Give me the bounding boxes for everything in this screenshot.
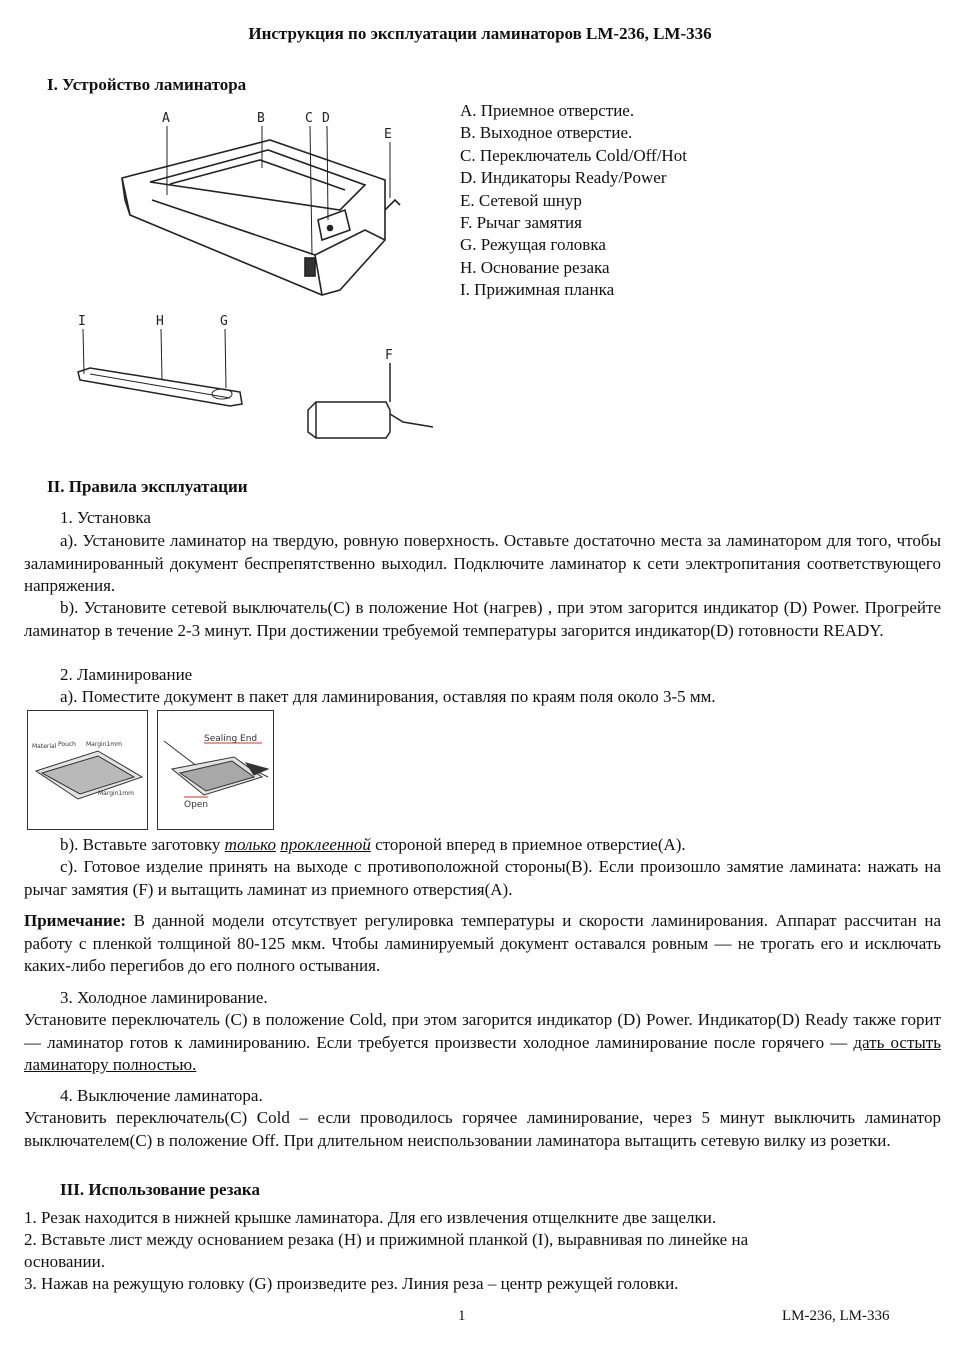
lam-b-text: b). Вставьте заготовку bbox=[60, 835, 225, 854]
pouch-label-open: Open bbox=[184, 800, 209, 810]
cutter-step-2: 2. Вставьте лист между основанием резака (H) и прижимной планкой (I), выравнивая по линейке на bbox=[24, 1230, 749, 1249]
lamination-step-b bbox=[60, 834, 686, 857]
legend-item: A. Приемное отверстие. bbox=[460, 101, 635, 120]
legend-item: G. Режущая головка bbox=[460, 235, 606, 255]
pouch-label-sealing-end: Sealing End bbox=[204, 734, 258, 744]
cutter-step-2-cont: основании. bbox=[24, 1252, 105, 1271]
figure-label-i: I bbox=[78, 314, 86, 329]
figure-label-d: D bbox=[322, 111, 330, 126]
figure-label-h: H bbox=[156, 314, 164, 329]
cutter-step-1: 1. Резак находится в нижней крышке ламинатора. Для его извлечения отщелкните две защелки. bbox=[24, 1208, 717, 1227]
note-text: В данной модели отсутствует регулировка температуры и скорости ламинирования. Аппарат рассчитан на работу с пленкой толщиной 80-125 мкм. Чтобы ламинируемый документ оставался ровным — не трогать его и исключать каких-либо перегибов до его полного остывания. bbox=[24, 911, 941, 975]
figure-label-a: A bbox=[162, 111, 170, 126]
pouch-figure-2 bbox=[157, 710, 274, 830]
lamination-step-c: c). Готовое изделие принять на выходе с противоположной стороны(B). Если произошло замятие ламината: нажать на рычаг замятия (F) и вытащить ламинат из приемного отверстия(A). bbox=[24, 857, 941, 899]
note-label: Примечание: bbox=[24, 911, 127, 930]
legend-item: F. Рычаг замятия bbox=[460, 213, 582, 233]
section-2-heading: II. Правила эксплуатации bbox=[47, 477, 248, 496]
cold-underlined: дать остыть ламинатору полностью. bbox=[24, 1032, 941, 1074]
lam-b-only: только bbox=[224, 835, 276, 854]
pouch-label-margin-top: Margin1mm bbox=[86, 741, 122, 748]
footer-model: LM-236, LM-336 bbox=[782, 1308, 890, 1324]
power-off-title: 4. Выключение ламинатора. bbox=[60, 1086, 263, 1105]
legend-item: E. Сетевой шнур bbox=[460, 190, 582, 210]
figure-label-e: E bbox=[384, 127, 392, 142]
legend-item: H. Основание резака bbox=[460, 257, 610, 277]
lamination-step-a: a). Поместите документ в пакет для ламинирования, оставляя по краям поля около 3-5 мм. bbox=[60, 687, 716, 706]
pouch-label-margin-bottom: Margin1mm bbox=[98, 790, 134, 797]
figure-label-g: G bbox=[220, 314, 228, 329]
legend-item: I. Прижимная планка bbox=[460, 280, 615, 300]
cutter-step-3: 3. Нажав на режущую головку (G) произведите рез. Линия реза – центр режущей головки. bbox=[24, 1274, 679, 1293]
cutter-illustration bbox=[70, 308, 260, 413]
parts-legend bbox=[460, 100, 687, 302]
lam-b-text-end: стороной вперед в приемное отверстие(A). bbox=[370, 835, 686, 854]
pouch-figure-1 bbox=[27, 710, 148, 830]
page-number: 1 bbox=[458, 1308, 466, 1324]
jam-lever-illustration bbox=[298, 342, 438, 442]
cold-lamination-title: 3. Холодное ламинирование. bbox=[60, 988, 268, 1007]
cold-text: Установите переключатель (C) в положение Cold, при этом загорится индикатор (D) Power. Индикатор(D) Ready также горит — ламинатор готов к ламинированию. Если требуется произвести холодное ламинирование после горячего — bbox=[24, 1010, 941, 1052]
lamination-title: 2. Ламинирование bbox=[60, 665, 193, 684]
pouch-label-material: Material bbox=[32, 743, 57, 750]
power-off-text: Установить переключатель(C) Cold – если проводилось горячее ламинирование, через 5 минут выключить ламинатор выключателем(C) в положение Off. При длительном неиспользовании ламинатора вытащить сетевую вилку из розетки. bbox=[24, 1108, 941, 1150]
figure-label-c: C bbox=[305, 111, 313, 126]
install-step-a: a). Установите ламинатор на твердую, ровную поверхность. Оставьте достаточно места за ламинатором для того, чтобы заламинированный документ беспрепятственно выходил. Подключите ламинатор к сети электропитания соответствующего напряжения. bbox=[24, 531, 941, 595]
section-3-heading: III. Использование резака bbox=[60, 1180, 260, 1199]
pouch-label-pouch: Pouch bbox=[58, 741, 76, 748]
figure-label-b: B bbox=[257, 111, 265, 126]
document-title: Инструкция по эксплуатации ламинаторов LM-236, LM-336 bbox=[248, 24, 712, 43]
section-1-heading: I. Устройство ламинатора bbox=[47, 75, 247, 94]
note-paragraph bbox=[24, 910, 941, 978]
lam-b-glued: проклеенной bbox=[280, 835, 371, 854]
legend-item: B. Выходное отверстие. bbox=[460, 123, 633, 143]
install-step-b: b). Установите сетевой выключатель(C) в положение Hot (нагрев) , при этом загорится индикатор (D) Power. Прогрейте ламинатор в течение 2-3 минут. При достижении требуемой температуры загорится индикатор(D) готовности READY. bbox=[24, 598, 941, 640]
figure-label-f: F bbox=[385, 348, 393, 363]
install-title: 1. Установка bbox=[60, 508, 151, 527]
legend-item: C. Переключатель Cold/Off/Hot bbox=[460, 145, 687, 165]
legend-item: D. Индикаторы Ready/Power bbox=[460, 168, 667, 188]
cold-lamination-text bbox=[24, 1009, 941, 1077]
laminator-illustration bbox=[100, 100, 420, 310]
